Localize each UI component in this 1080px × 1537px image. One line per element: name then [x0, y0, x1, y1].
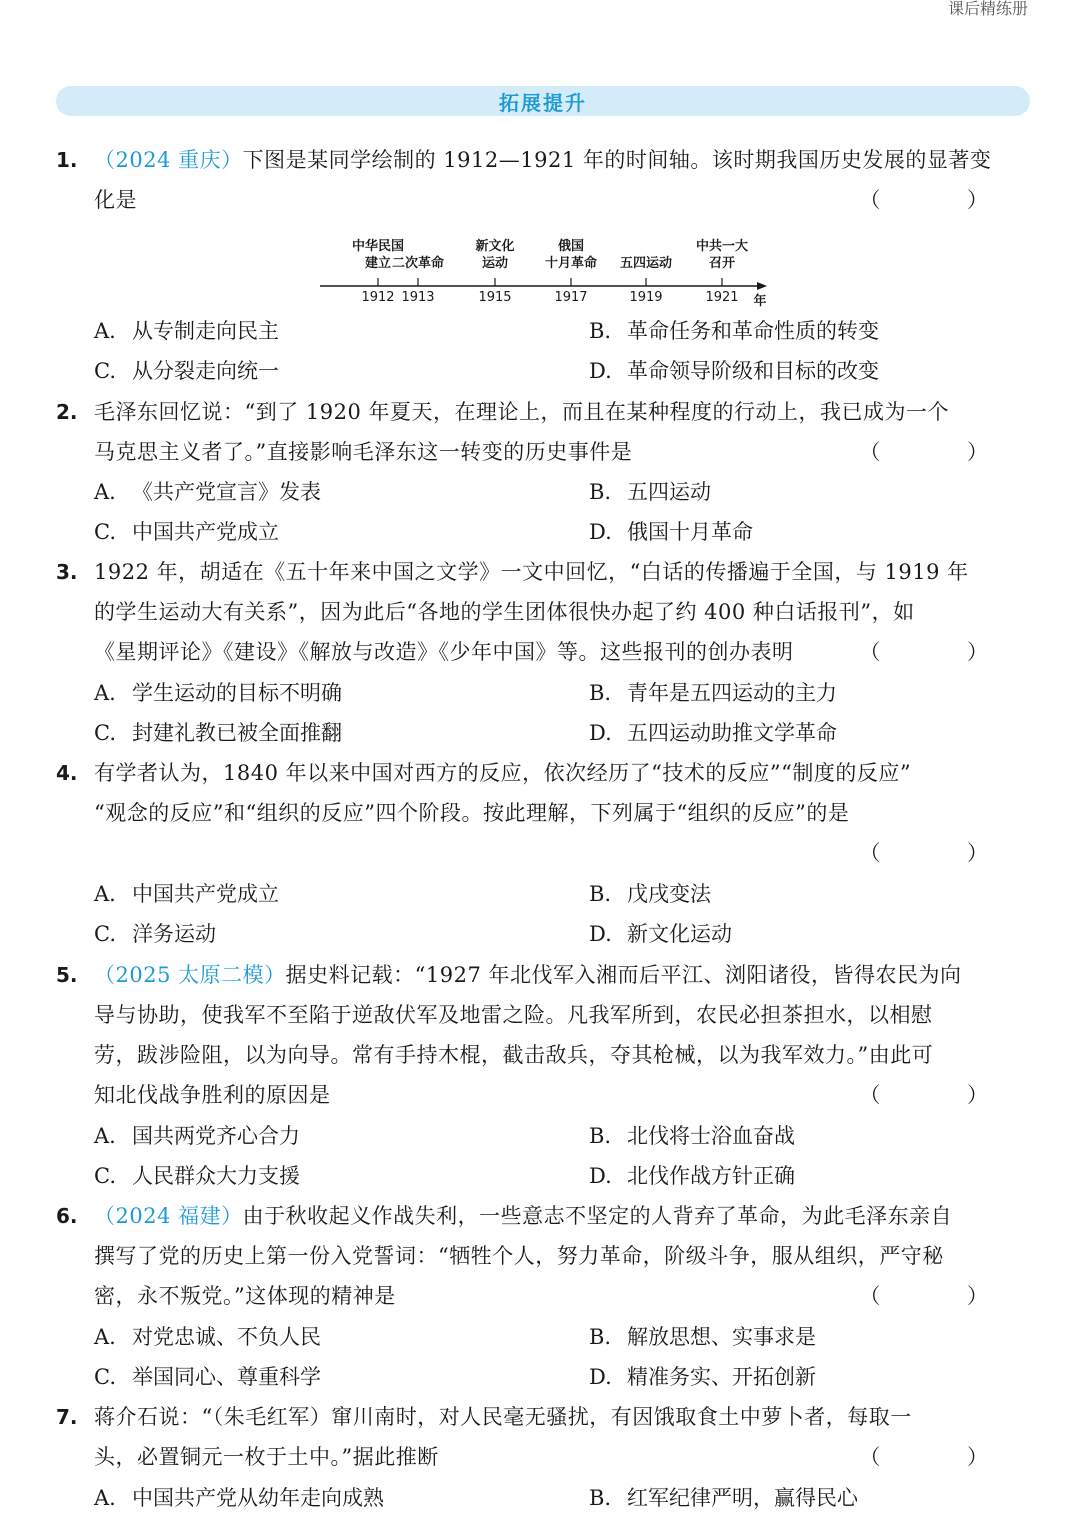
option-text: 封建礼教已被全面推翻 [132, 721, 342, 745]
question-text: 蒋介石说：“（朱毛红军）窜川南时，对人民毫无骚扰，有因饿取食土中萝卜者，每取一 [94, 1405, 912, 1429]
option-letter: D. [589, 359, 612, 383]
answer-option [94, 874, 279, 914]
option-text: 中国共产党成立 [132, 882, 279, 906]
option-text: 人民群众大力支援 [132, 1164, 300, 1188]
question-source: （2025 太原二模） [94, 963, 286, 987]
answer-option [589, 1317, 816, 1357]
timeline-year: 1913 [401, 290, 435, 305]
question-source: （2024 福建） [94, 1204, 243, 1228]
answer-option [589, 351, 879, 391]
answer-option [94, 351, 279, 391]
option-letter: C. [94, 1365, 116, 1389]
answer-option [589, 914, 732, 954]
option-letter: A. [94, 1124, 116, 1148]
option-text: 新文化运动 [627, 922, 732, 946]
option-letter: A. [94, 480, 116, 504]
timeline-event [475, 238, 514, 272]
option-letter: B. [589, 1325, 612, 1349]
answer-blank: （ ） [859, 188, 1028, 212]
option-letter: A. [94, 681, 116, 705]
timeline-year: 1921 [705, 290, 739, 305]
timeline-figure [315, 232, 775, 312]
question-text-line [94, 955, 1030, 995]
question-text-line [94, 995, 1030, 1035]
option-letter: B. [589, 882, 612, 906]
answer-option [589, 1357, 816, 1397]
timeline-year: 1917 [554, 290, 588, 305]
timeline-event-line2: 召开 [708, 256, 736, 271]
answer-option [589, 1116, 795, 1156]
answer-option [94, 1317, 321, 1357]
option-text: 青年是五四运动的主力 [627, 681, 837, 705]
question-text: 有学者认为，1840 年以来中国对西方的反应，依次经历了“技术的反应”“制度的反应” [94, 761, 912, 785]
book-label: 课后精练册 [947, 0, 1028, 18]
option-text: 从专制走向民主 [132, 319, 279, 343]
option-text: 对党忠诚、不负人民 [132, 1325, 321, 1349]
answer-blank: （ ） [859, 640, 1028, 664]
answer-option [589, 713, 837, 753]
option-text: 国共两党齐心合力 [132, 1124, 300, 1148]
answer-blank: （ ） [859, 1284, 1028, 1308]
question-number: 4. [56, 761, 78, 785]
option-text: 中国共产党成立 [132, 520, 279, 544]
answer-option [589, 1478, 858, 1518]
answer-option [94, 1478, 384, 1518]
answer-option [589, 673, 837, 713]
option-letter: B. [589, 1486, 612, 1510]
timeline-event [696, 238, 748, 272]
option-text: 革命领导阶级和目标的改变 [627, 359, 879, 383]
question-number: 3. [56, 560, 78, 584]
option-letter: C. [94, 359, 116, 383]
option-text: 学生运动的目标不明确 [132, 681, 342, 705]
question-number: 5. [56, 963, 78, 987]
timeline-event-line2: 五四运动 [619, 256, 673, 271]
option-text: 五四运动 [627, 480, 711, 504]
option-text: 俄国十月革命 [627, 520, 753, 544]
option-letter: B. [589, 319, 612, 343]
option-letter: A. [94, 319, 116, 343]
question-text-line [94, 140, 1030, 180]
question-number: 6. [56, 1204, 78, 1228]
question-number: 2. [56, 400, 78, 424]
answer-blank: （ ） [859, 1083, 1028, 1107]
question-text-line [94, 1196, 1030, 1236]
timeline-event-line1: 中共一大 [695, 239, 749, 254]
question-text-line [94, 552, 1030, 592]
answer-option [94, 311, 279, 351]
timeline-unit: 年 [753, 294, 767, 309]
question-text-line [94, 1236, 1030, 1276]
timeline-event-line1 [392, 238, 444, 255]
answer-option [94, 472, 321, 512]
timeline-arrow-icon [757, 282, 767, 290]
option-text: 北伐将士浴血奋战 [627, 1124, 795, 1148]
question-text: 导与协助，使我军不至陷于逆敌伏军及地雷之险。凡我军所到，农民必担茶担水，以相慰 [94, 1003, 933, 1027]
timeline-event-line1 [620, 238, 672, 255]
answer-option [94, 1156, 300, 1196]
answer-blank: （ ） [859, 1445, 1028, 1469]
question-text: 下图是某同学绘制的 1912—1921 年的时间轴。该时期我国历史发展的显著变 [242, 148, 992, 172]
option-letter: D. [589, 721, 612, 745]
question-text: 毛泽东回忆说：“到了 1920 年夏天，在理论上，而且在某种程度的行动上，我已成为一个 [94, 400, 950, 424]
question-text: 1922 年，胡适在《五十年来中国之文学》一文中回忆，“白话的传播遍于全国，与 1919 年 [94, 560, 969, 584]
answer-option [589, 874, 711, 914]
question-text: 知北伐战争胜利的原因是 [94, 1083, 331, 1107]
answer-option [94, 713, 342, 753]
answer-option [94, 1116, 300, 1156]
answer-option [589, 472, 711, 512]
answer-blank: （ ） [859, 841, 1028, 865]
option-letter: A. [94, 1486, 116, 1510]
answer-option [94, 914, 216, 954]
section-banner [56, 86, 1030, 116]
option-letter: C. [94, 721, 116, 745]
option-text: 洋务运动 [132, 922, 216, 946]
answer-option [589, 1156, 795, 1196]
answer-option [589, 311, 879, 351]
question-text: 据史料记载：“1927 年北伐军入湘而后平江、浏阳诸役，皆得农民为向 [285, 963, 962, 987]
question-number: 1. [56, 148, 78, 172]
timeline-event-line1: 中华民国 [351, 239, 405, 254]
timeline-event-line2: 建立 [364, 256, 392, 271]
question-text: 的学生运动大有关系”，因为此后“各地的学生团体很快办起了约 400 种白话报刊”，如 [94, 600, 915, 624]
timeline-year: 1919 [629, 290, 663, 305]
question-text-line [94, 392, 1030, 432]
option-text: 中国共产党从幼年走向成熟 [132, 1486, 384, 1510]
option-text: 革命任务和革命性质的转变 [627, 319, 879, 343]
option-letter: B. [589, 681, 612, 705]
option-letter: A. [94, 1325, 116, 1349]
option-letter: D. [589, 1164, 612, 1188]
question-text: 由于秋收起义作战失利，一些意志不坚定的人背弃了革命，为此毛泽东亲自 [242, 1204, 953, 1228]
timeline-event-line1: 俄国 [557, 239, 585, 254]
section-title: 拓展提升 [499, 90, 587, 115]
question-text: 《星期评论》《建设》《解放与改造》《少年中国》等。这些报刊的创办表明 [94, 640, 794, 664]
question-text-line [94, 1035, 1030, 1075]
option-text: 《共产党宣言》发表 [132, 480, 321, 504]
question-text-line [94, 793, 1030, 833]
answer-option [94, 1357, 321, 1397]
question-text: 马克思主义者了。”直接影响毛泽东这一转变的历史事件是 [94, 440, 633, 464]
timeline-event [620, 238, 672, 272]
option-text: 五四运动助推文学革命 [627, 721, 837, 745]
option-text: 红军纪律严明，赢得民心 [627, 1486, 858, 1510]
question-text: 劳，跋涉险阻，以为向导。常有手持木棍，截击敌兵，夺其枪械，以为我军效力。”由此可 [94, 1043, 934, 1067]
option-text: 戊戌变法 [627, 882, 711, 906]
option-letter: C. [94, 922, 116, 946]
timeline-year: 1915 [478, 290, 512, 305]
option-letter: B. [589, 1124, 612, 1148]
option-letter: D. [589, 520, 612, 544]
option-text: 精准务实、开拓创新 [627, 1365, 816, 1389]
option-letter: B. [589, 480, 612, 504]
answer-option [94, 673, 342, 713]
question-text: 头，必置铜元一枚于土中。”据此推断 [94, 1445, 439, 1469]
question-text-line [94, 753, 1030, 793]
option-text: 解放思想、实事求是 [627, 1325, 816, 1349]
answer-option [94, 512, 279, 552]
timeline-event-line1: 新文化 [475, 239, 515, 254]
question-text-line [94, 1397, 1030, 1437]
question-text: 密，永不叛党。”这体现的精神是 [94, 1284, 396, 1308]
timeline-event [392, 238, 444, 272]
timeline-event-line2: 运动 [481, 256, 509, 271]
timeline-event [545, 238, 597, 272]
option-letter: C. [94, 1164, 116, 1188]
question-number: 7. [56, 1405, 78, 1429]
option-letter: A. [94, 882, 116, 906]
question-text-line [94, 592, 1030, 632]
question-text: 撰写了党的历史上第一份入党誓词：“牺牲个人，努力革命，阶级斗争，服从组织，严守秘 [94, 1244, 944, 1268]
option-text: 从分裂走向统一 [132, 359, 279, 383]
answer-blank: （ ） [859, 440, 1028, 464]
option-letter: C. [94, 520, 116, 544]
timeline-year: 1912 [361, 290, 395, 305]
timeline-event-line2: 十月革命 [544, 256, 598, 271]
option-text: 北伐作战方针正确 [627, 1164, 795, 1188]
timeline-event-line2: 二次革命 [391, 256, 445, 271]
option-text: 举国同心、尊重科学 [132, 1365, 321, 1389]
option-letter: D. [589, 922, 612, 946]
option-letter: D. [589, 1365, 612, 1389]
question-text: “观念的反应”和“组织的反应”四个阶段。按此理解，下列属于“组织的反应”的是 [94, 801, 850, 825]
question-source: （2024 重庆） [94, 148, 243, 172]
question-text: 化是 [94, 188, 137, 212]
answer-option [589, 512, 753, 552]
